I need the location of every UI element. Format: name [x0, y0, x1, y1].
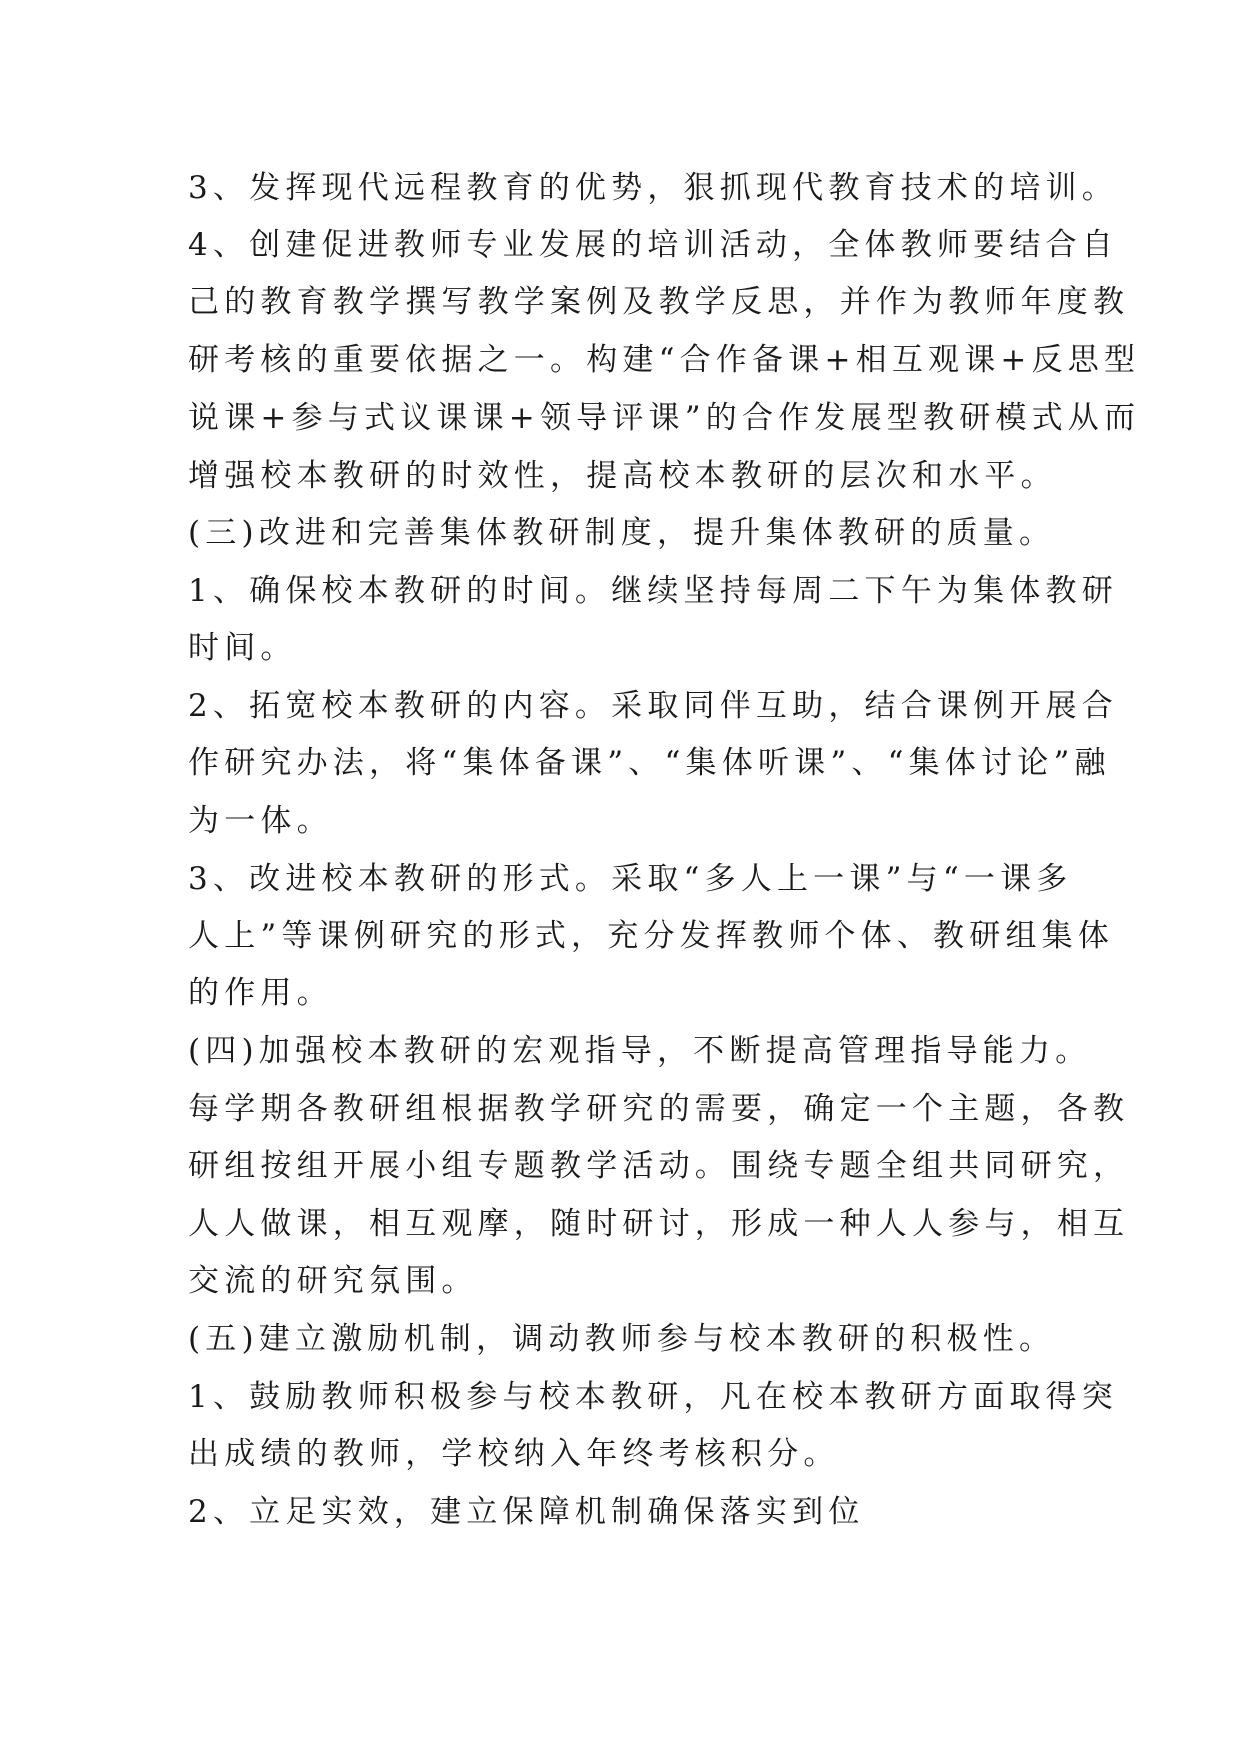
- text-line: 己的教育教学撰写教学案例及教学反思，并作为教师年度教: [188, 284, 1130, 320]
- text-line: 交流的研究氛围。: [188, 1263, 478, 1299]
- text-line: 研考核的重要依据之一。构建“合作备课+相互观课+反思型: [188, 342, 1141, 378]
- text-line: 每学期各教研组根据教学研究的需要，确定一个主题，各教: [188, 1091, 1130, 1127]
- section-heading: (四)加强校本教研的宏观指导，不断提高管理指导能力。: [188, 1033, 1092, 1069]
- text-line: 时间。: [188, 630, 297, 666]
- text-line: 出成绩的教师，学校纳入年终考核积分。: [188, 1436, 840, 1472]
- text-line: 研组按组开展小组专题教学活动。围绕专题全组共同研究，: [188, 1148, 1130, 1184]
- text-line: 作研究办法，将“集体备课”、“集体听课”、“集体讨论”融: [188, 745, 1111, 781]
- text-line: 2、立足实效，建立保障机制确保落实到位: [188, 1494, 865, 1530]
- text-line: 2、拓宽校本教研的内容。采取同伴互助，结合课例开展合: [188, 688, 1118, 724]
- text-line: 为一体。: [188, 803, 333, 839]
- text-line: 1、鼓励教师积极参与校本教研，凡在校本教研方面取得突: [188, 1379, 1118, 1415]
- section-heading: (五)建立激励机制，调动教师参与校本教研的积极性。: [188, 1321, 1056, 1357]
- text-line: 4、创建促进教师专业发展的培训活动，全体教师要结合自: [188, 227, 1118, 263]
- text-line: 的作用。: [188, 975, 333, 1011]
- text-line: 1、确保校本教研的时间。继续坚持每周二下午为集体教研: [188, 573, 1118, 609]
- text-line: 说课+参与式议课课+领导评课”的合作发展型教研模式从而: [188, 400, 1141, 436]
- section-heading: (三)改进和完善集体教研制度，提升集体教研的质量。: [188, 515, 1056, 551]
- text-line: 人人做课，相互观摩，随时研讨，形成一种人人参与，相互: [188, 1206, 1130, 1242]
- text-line: 增强校本教研的时效性，提高校本教研的层次和水平。: [188, 458, 1057, 494]
- text-line: 3、发挥现代远程教育的优势，狠抓现代教育技术的培训。: [188, 170, 1118, 206]
- text-line: 3、改进校本教研的形式。采取“多人上一课”与“一课多: [188, 861, 1073, 897]
- text-line: 人上”等课例研究的形式，充分发挥教师个体、教研组集体: [188, 918, 1115, 954]
